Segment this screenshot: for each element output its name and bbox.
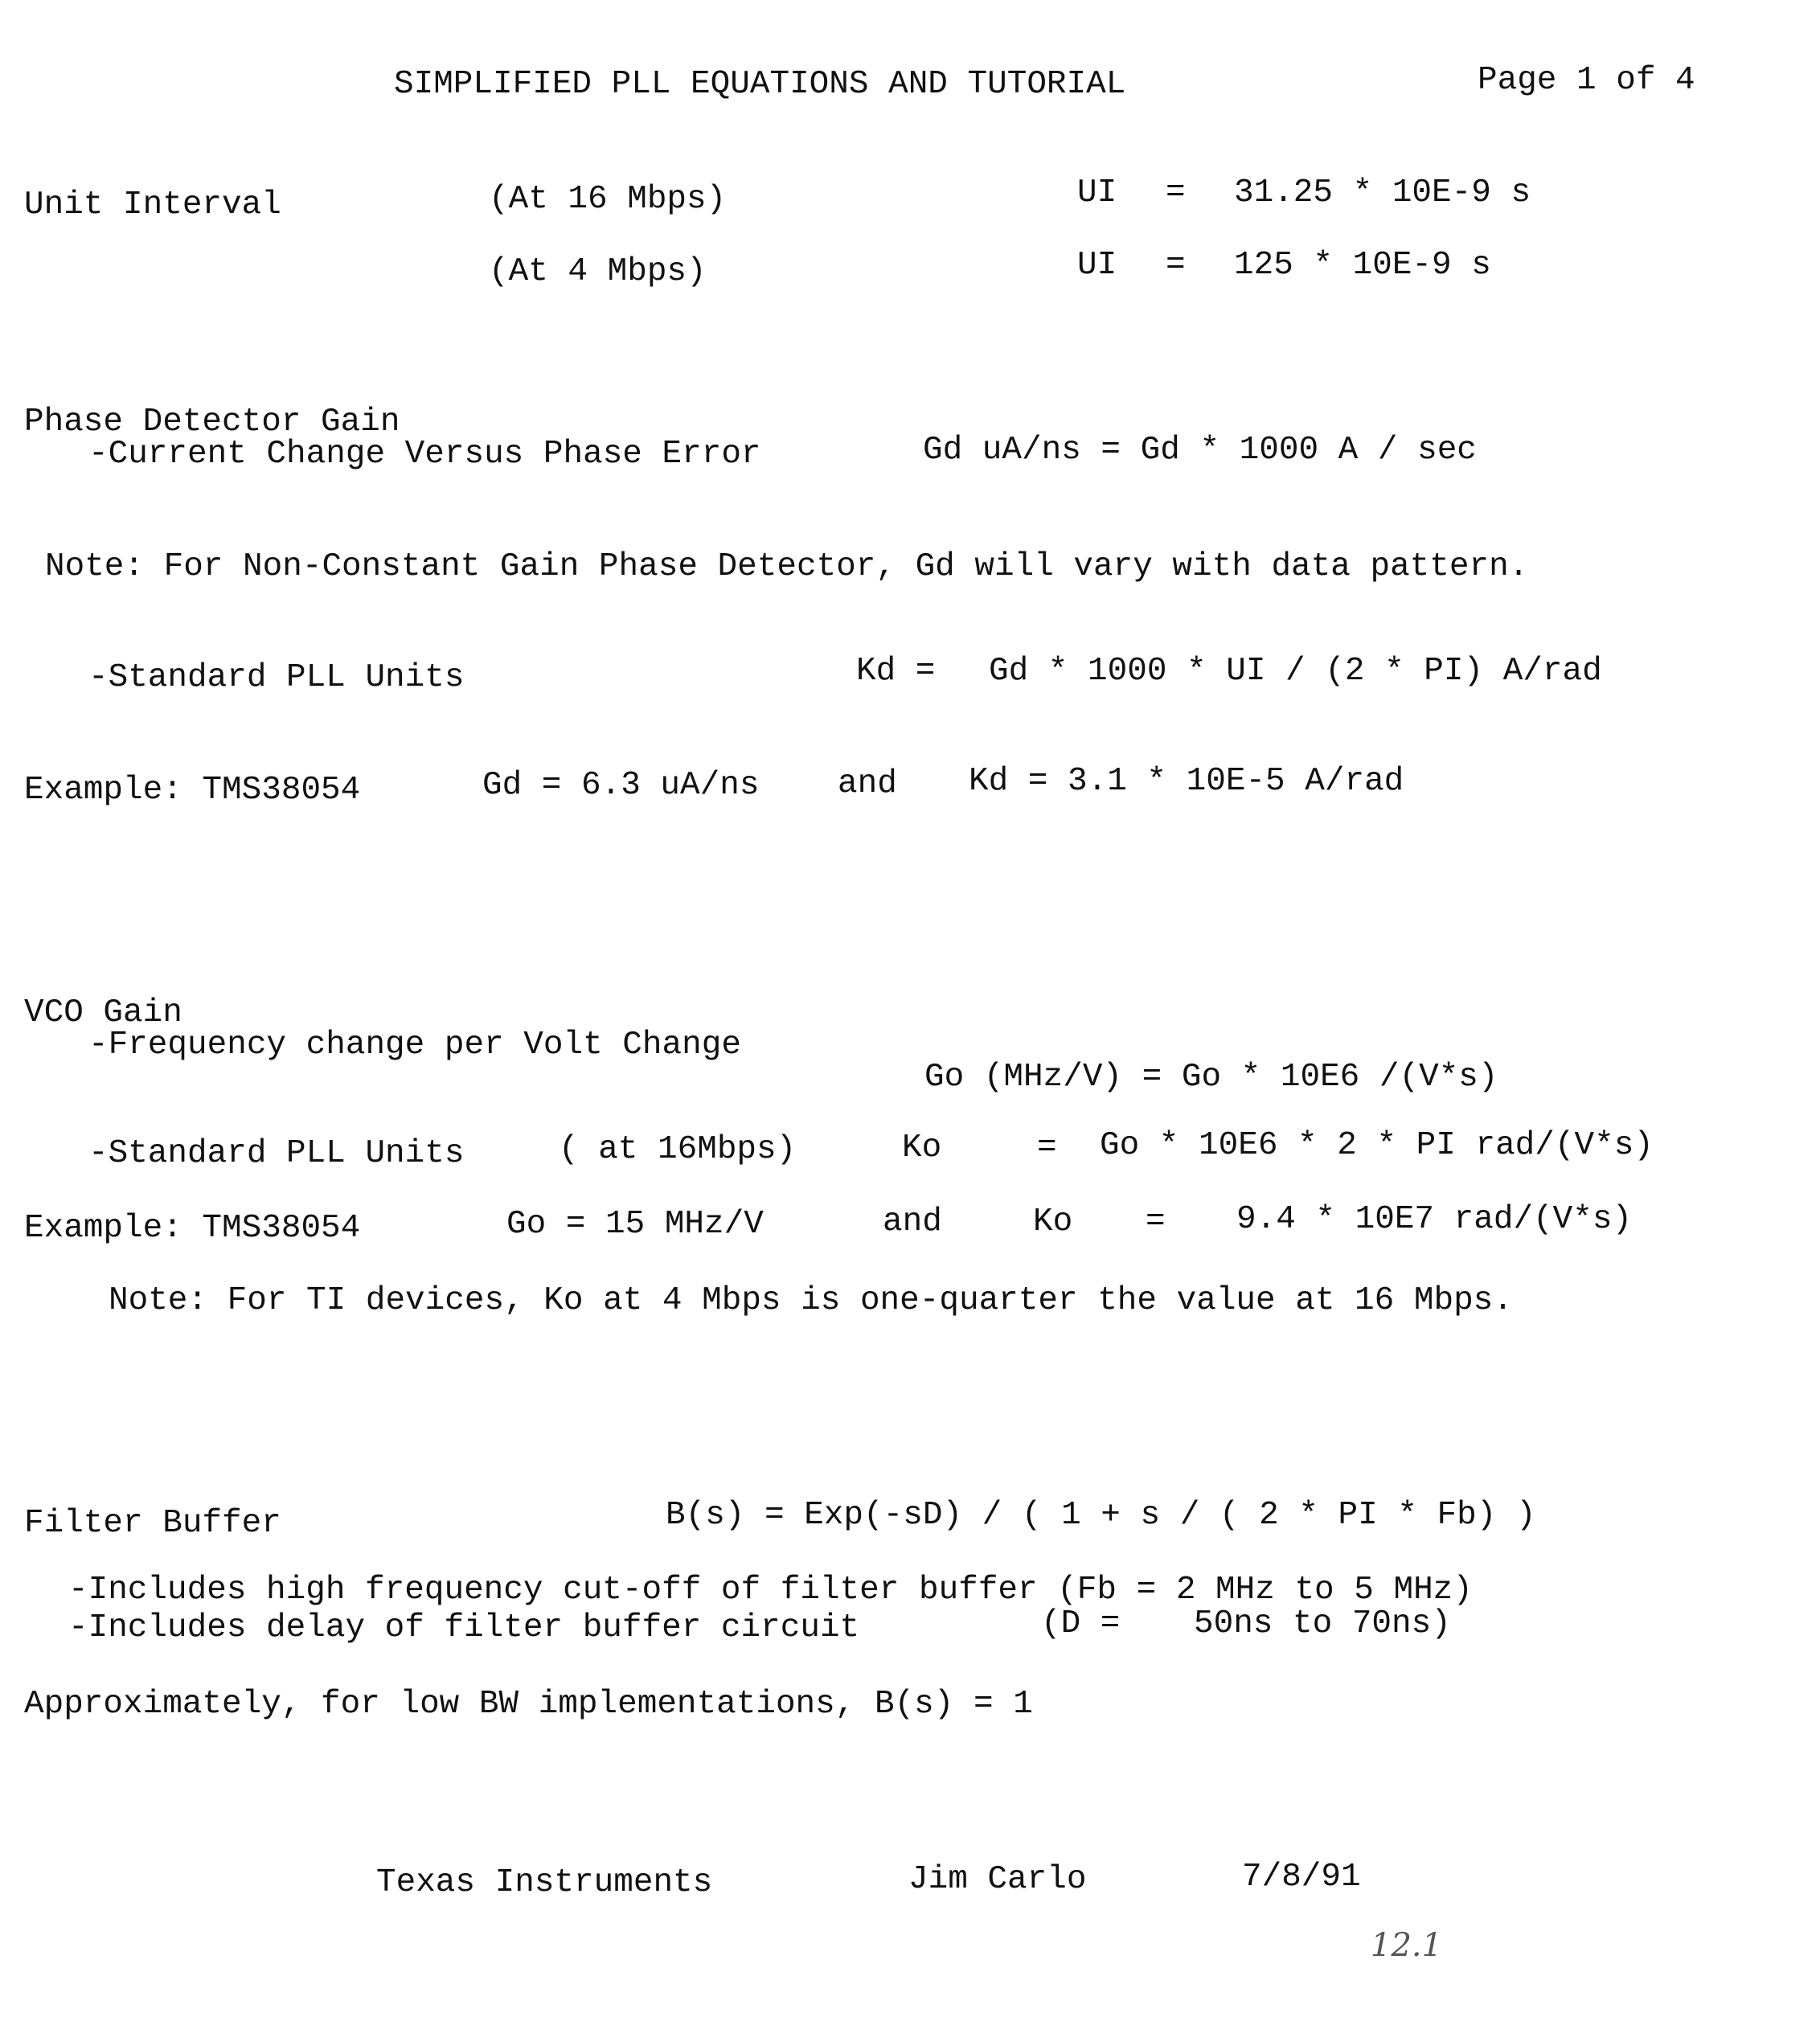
phase-detector-note: Note: For Non-Constant Gain Phase Detector, Gd will vary with data pattern. (45, 548, 1529, 585)
phase-detector-formula1: Gd uA/ns = Gd * 1000 A / sec (923, 432, 1477, 469)
ui-4mbps-condition: (At 4 Mbps) (489, 253, 707, 290)
vco-sub1: -Frequency change per Volt Change (88, 1027, 741, 1064)
filter-buffer-formula: B(s) = Exp(-sD) / ( 1 + s / ( 2 * PI * Fb) ) (666, 1497, 1536, 1534)
filter-buffer-approx: Approximately, for low BW implementations, B(s) = 1 (24, 1686, 1033, 1723)
ko-formula-rhs: Go * 10E6 * 2 * PI rad/(V*s) (1100, 1127, 1654, 1164)
unit-interval-label: Unit Interval (24, 187, 281, 223)
ui-16mbps-value: 31.25 * 10E-9 s (1234, 174, 1531, 211)
vco-example-label: Example: TMS38054 (24, 1210, 361, 1247)
vco-example-and: and (883, 1203, 942, 1240)
phase-detector-sub2: -Standard PLL Units (88, 659, 465, 696)
handwritten-page-mark: 12.1 (1371, 1927, 1443, 1964)
vco-sub2: -Standard PLL Units (88, 1135, 465, 1172)
filter-buffer-delay-label: (D = (1041, 1605, 1121, 1642)
ui-4mbps-lhs: UI (1077, 247, 1117, 284)
phase-detector-label: Phase Detector Gain (24, 404, 400, 441)
vco-example-ko-rhs: 9.4 * 10E7 rad/(V*s) (1236, 1201, 1633, 1238)
ui-16mbps-lhs: UI (1077, 174, 1117, 211)
ui-4mbps-eq: = (1166, 247, 1186, 284)
page-number: Page 1 of 4 (1478, 62, 1695, 99)
filter-buffer-delay-range: 50ns to 70ns) (1194, 1605, 1451, 1642)
pd-example-and: and (838, 765, 897, 802)
ui-16mbps-eq: = (1166, 174, 1186, 211)
document-title: SIMPLIFIED PLL EQUATIONS AND TUTORIAL (394, 66, 1126, 103)
kd-formula-lhs: Kd = (856, 653, 936, 690)
ko-formula-lhs: Ko (902, 1129, 942, 1166)
phase-detector-sub1: -Current Change Versus Phase Error (88, 436, 761, 473)
pd-example-label: Example: TMS38054 (24, 772, 361, 809)
ui-16mbps-condition: (At 16 Mbps) (489, 181, 727, 218)
filter-buffer-bullet2: -Includes delay of filter buffer circuit (68, 1609, 860, 1646)
ko-formula-eq: = (1037, 1129, 1057, 1166)
pd-example-gd: Gd = 6.3 uA/ns (482, 767, 760, 804)
pd-example-kd: Kd = 3.1 * 10E-5 A/rad (969, 763, 1404, 800)
footer-company: Texas Instruments (376, 1864, 713, 1901)
footer-author: Jim Carlo (908, 1861, 1087, 1898)
filter-buffer-label: Filter Buffer (24, 1505, 281, 1542)
vco-example-ko-eq: = (1146, 1203, 1166, 1240)
vco-example-ko-lhs: Ko (1033, 1203, 1073, 1240)
footer-date: 7/8/91 (1242, 1859, 1361, 1896)
vco-label: VCO Gain (24, 994, 182, 1031)
vco-sub2-condition: ( at 16Mbps) (559, 1131, 797, 1168)
vco-example-go: Go = 15 MHz/V (506, 1206, 764, 1243)
vco-formula1: Go (MHz/V) = Go * 10E6 /(V*s) (924, 1059, 1498, 1096)
filter-buffer-bullet1: -Includes high frequency cut-off of filter buffer (Fb = 2 MHz to 5 MHz) (68, 1572, 1473, 1609)
ui-4mbps-value: 125 * 10E-9 s (1234, 247, 1491, 284)
vco-note: Note: For TI devices, Ko at 4 Mbps is one-quarter the value at 16 Mbps. (109, 1282, 1513, 1319)
kd-formula-rhs: Gd * 1000 * UI / (2 * PI) A/rad (989, 653, 1602, 690)
